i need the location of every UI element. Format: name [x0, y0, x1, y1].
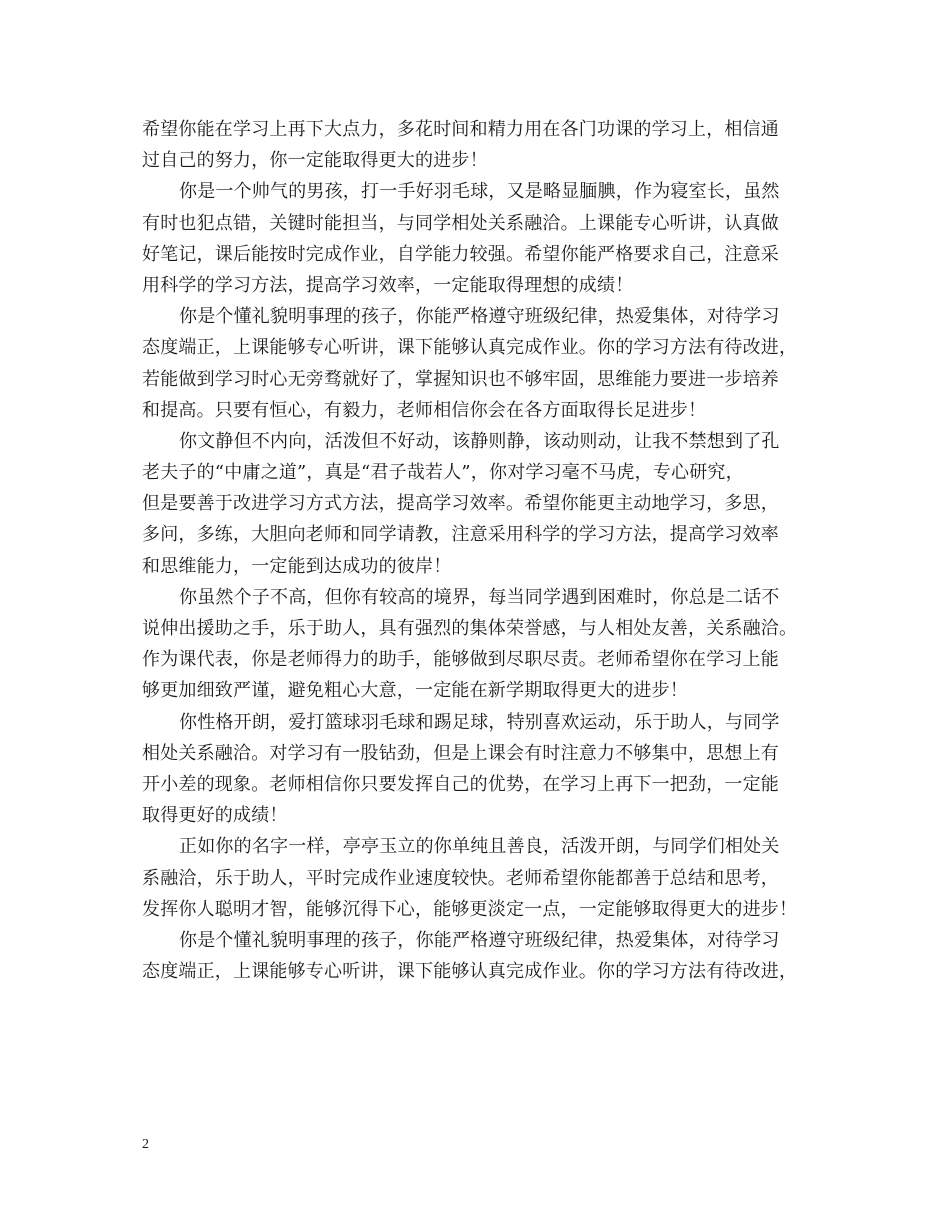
text-line: 作为课代表，你是老师得力的助手，能够做到尽职尽责。老师希望你在学习上能 [142, 649, 779, 671]
text-line: 开小差的现象。老师相信你只要发挥自己的优势，在学习上再下一把劲，一定能 [142, 773, 779, 795]
text-line: 希望你能在学习上再下大点力，多花时间和精力用在各门功课的学习上，相信通 [142, 119, 779, 140]
page-number: 2 [142, 1137, 149, 1152]
text-line: 但是要善于改进学习方式方法，提高学习效率。希望你能更主动地学习，多思， [142, 493, 779, 515]
text-line: 发挥你人聪明才智，能够沉得下心，能够更淡定一点，一定能够取得更大的进步！ [142, 898, 798, 920]
text-line: 多问，多练，大胆向老师和同学请教，注意采用科学的学习方法，提高学习效率 [142, 524, 779, 546]
paragraph-first-line: 你性格开朗，爱打篮球羽毛球和踢足球，特别喜欢运动，乐于助人，与同学 [179, 711, 780, 733]
text-line: 用科学的学习方法，提高学习效率，一定能取得理想的成绩！ [142, 274, 634, 296]
text-line: 够更加细致严谨，避免粗心大意，一定能在新学期取得更大的进步！ [142, 680, 688, 702]
paragraph-first-line: 你虽然个子不高，但你有较高的境界，每当同学遇到困难时，你总是二话不 [179, 586, 780, 608]
text-line: 有时也犯点错，关键时能担当，与同学相处关系融洽。上课能专心听讲，认真做 [142, 212, 779, 234]
text-line: 相处关系融洽。对学习有一股钻劲，但是上课会有时注意力不够集中，思想上有 [142, 742, 779, 764]
text-line: 态度端正，上课能够专心听讲，课下能够认真完成作业。你的学习方法有待改进， [142, 337, 798, 359]
paragraph-first-line: 你文静但不内向，活泼但不好动，该静则静，该动则动，让我不禁想到了孔 [179, 430, 780, 452]
text-line: 和思维能力，一定能到达成功的彼岸！ [142, 555, 452, 577]
document-body [142, 114, 822, 987]
text-line: 和提高。只要有恒心，有毅力，老师相信你会在各方面取得长足进步！ [142, 399, 707, 421]
paragraph-first-line: 你是一个帅气的男孩，打一手好羽毛球，又是略显腼腆，作为寝室长，虽然 [179, 181, 780, 203]
text-line: 好笔记，课后能按时完成作业，自学能力较强。希望你能严格要求自己，注意采 [142, 243, 779, 265]
text-line: 过自己的努力，你一定能取得更大的进步！ [142, 150, 488, 172]
paragraph-first-line: 你是个懂礼貌明事理的孩子，你能严格遵守班级纪律，热爱集体，对待学习 [179, 929, 780, 951]
paragraph-first-line: 你是个懂礼貌明事理的孩子，你能严格遵守班级纪律，热爱集体，对待学习 [179, 306, 780, 328]
text-line: 系融洽，乐于助人，平时完成作业速度较快。老师希望你能都善于总结和思考， [142, 867, 779, 889]
text-line: 态度端正，上课能够专心听讲，课下能够认真完成作业。你的学习方法有待改进， [142, 961, 798, 983]
paragraph-first-line: 正如你的名字一样，亭亭玉立的你单纯且善良，活泼开朗，与同学们相处关 [179, 836, 780, 858]
text-line: 说伸出援助之手，乐于助人，具有强烈的集体荣誉感，与人相处友善，关系融洽。 [142, 618, 798, 639]
text-line: 若能做到学习时心无旁骛就好了，掌握知识也不够牢固，思维能力要进一步培养 [142, 368, 779, 390]
text-line: 老夫子的“中庸之道”，真是“君子哉若人”，你对学习毫不马虎，专心研究， [142, 462, 744, 484]
text-line: 取得更好的成绩！ [142, 805, 288, 827]
